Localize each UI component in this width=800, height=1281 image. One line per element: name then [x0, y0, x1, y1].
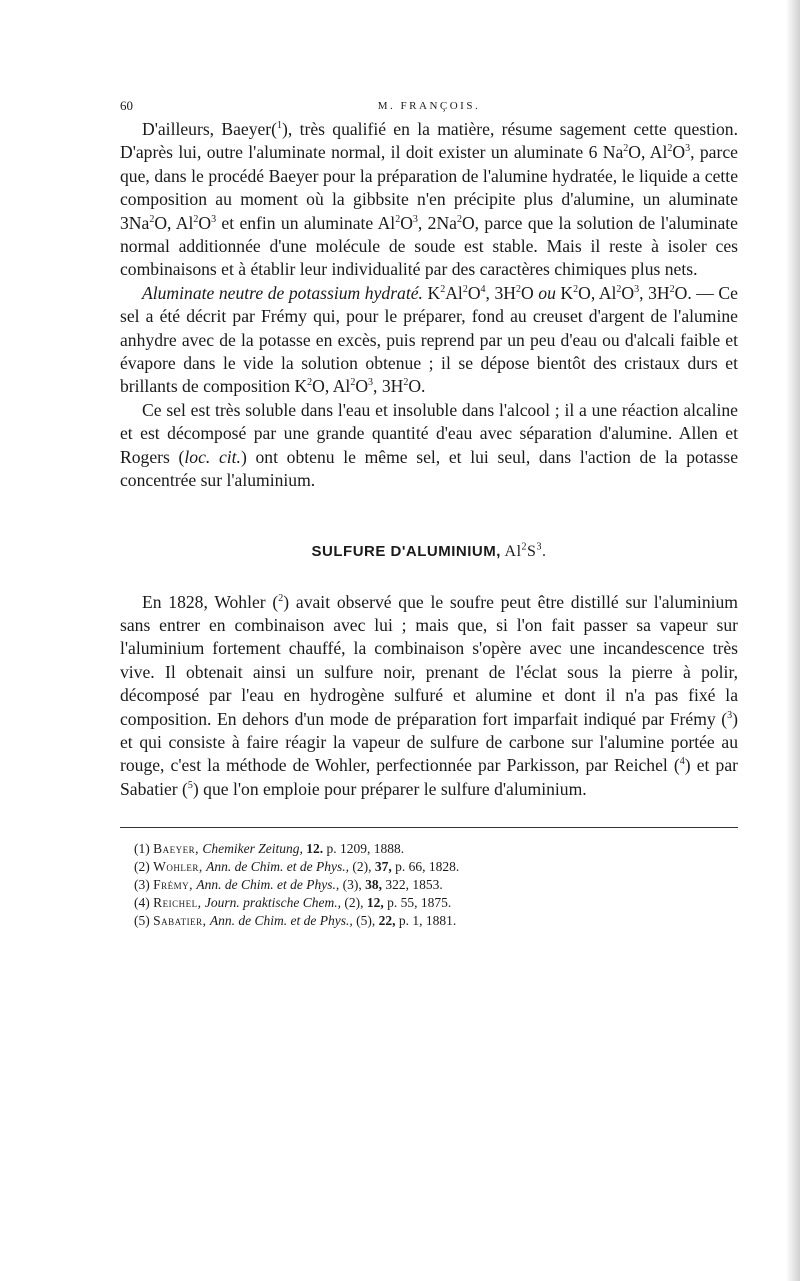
book-page	[120, 94, 738, 930]
paragraph-potassium-aluminate: Aluminate neutre de potassium hydraté. $K^2Al^2O^4$, $3H^2O$ ou $K^2O$, $Al^2O^3$, $3H^2O$. — Ce sel a été décrit par Frémy qui, pour le préparer, fond au creuset d'argent de l'alumine anhydre avec de la potasse en excès, puis reprend par un peu d'eau ou d'alcali faible et évapore dans le vide la solution obtenue ; il se dépose bientôt des cristaux durs et brillants de composition $K^2O$, $Al^2O^3$, $3H^2O$.	[120, 282, 738, 397]
footnotes	[120, 840, 738, 930]
footnote-item: (1) Baeyer, Chemiker Zeitung, 12. p. 1209, 1888.	[134, 841, 405, 857]
footnote-item: (5) Sabatier, Ann. de Chim. et de Phys., (5), 22, p. 1, 1881.	[134, 913, 457, 929]
page-edge-shadow	[786, 0, 800, 1281]
paragraph-baeyer: D'ailleurs, Baeyer($^1$), très qualifié en la matière, résume sagement cette question. D'après lui, outre l'aluminate normal, il doit exister un aluminate 6 Na$^2$O, $Al^2O^3$, parce que, dans le procédé Baeyer pour la préparation de l'alumine hydratée, le liquide a cette composition au moment où la gibbsite n'en précipite plus d'alumine, un aluminate 3Na$^2$O, $Al^2O^3$ et enfin un aluminate $Al^2O^3$, 2Na$^2$O, parce que la solution de l'aluminate normal additionnée d'une molécule de soude est stable. Mais il reste à isoler ces combinaisons et à établir leur individualité par des caractères chimiques plus nets.	[120, 119, 738, 280]
page-header	[120, 94, 738, 118]
section-heading: SULFURE D'ALUMINIUM, $Al^2S^3$.	[311, 541, 547, 560]
footnote-item: (2) Wohler, Ann. de Chim. et de Phys., (2), 37, p. 66, 1828.	[134, 859, 460, 875]
footnote-rule	[120, 827, 738, 828]
running-title: M. FRANÇOIS.	[377, 100, 481, 112]
footnote-item: (3) Frémy, Ann. de Chim. et de Phys., (3), 38, 322, 1853.	[134, 877, 443, 893]
paragraph-wohler: En 1828, Wohler ($^2$) avait observé que le soufre peut être distillé sur l'aluminium sans entrer en combinaison avec lui ; mais que, si l'on fait passer sa vapeur sur l'aluminium fortement chauffé, la combinaison s'opère avec une incandescence très vive. Il obtenait ainsi un sulfure noir, prenant de l'éclat sous la pierre à polir, décomposé par l'eau en hydrogène sulfuré et alumine et dont il n'a pas fixé la composition. En dehors d'un mode de préparation fort imparfait indiqué par Frémy ($^3$) et qui consiste à faire réagir la vapeur de sulfure de carbone sur l'alumine portée au rouge, c'est la méthode de Wohler, perfectionnée par Parkisson, par Reichel ($^4$) et par Sabatier ($^5$) que l'on emploie pour préparer le sulfure d'aluminium.	[120, 591, 738, 799]
paragraph-solubility: Ce sel est très soluble dans l'eau et insoluble dans l'alcool ; il a une réaction alcaline et est décomposé par une grande quantité d'eau avec séparation d'alumine. Allen et Rogers (loc. cit.) ont obtenu le même sel, et lui seul, dans l'action de la potasse concentrée sur l'aluminium.	[120, 399, 739, 491]
page-number: 60	[120, 98, 133, 113]
footnote-item: (4) Reichel, Journ. praktische Chem., (2), 12, p. 55, 1875.	[134, 895, 452, 911]
